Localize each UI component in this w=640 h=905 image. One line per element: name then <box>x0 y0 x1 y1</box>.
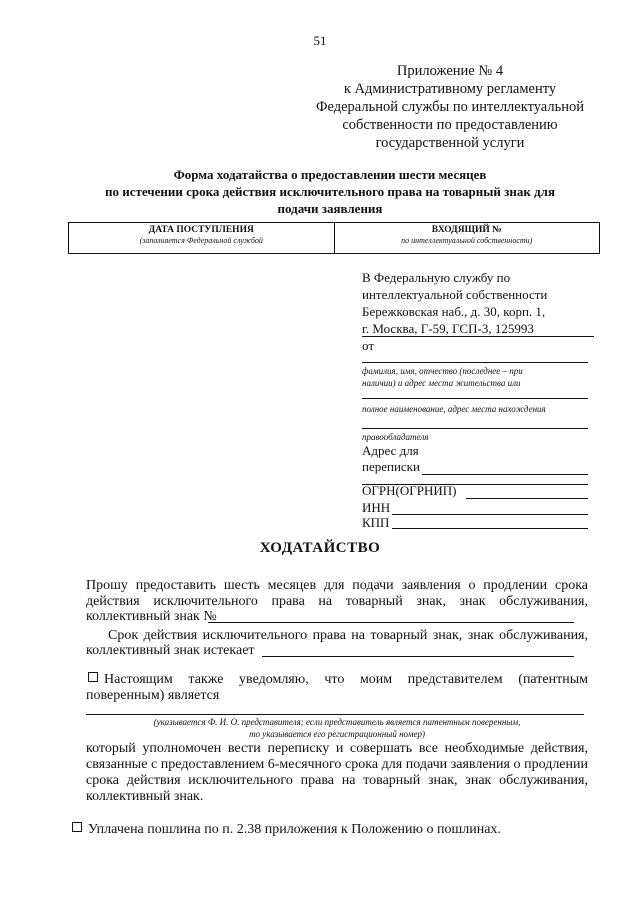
addressee-line-1: В Федеральную службу по <box>362 270 511 285</box>
ogrn-field[interactable] <box>466 498 588 499</box>
addressee-line-4: г. Москва, Г-59, ГСП-3, 125993 <box>362 321 534 336</box>
addressee-underline <box>362 336 594 337</box>
appendix-line-4: собственности по предоставлению <box>342 117 558 133</box>
page-number: 51 <box>313 33 327 48</box>
expiry-date-field[interactable] <box>262 656 574 657</box>
correspondence-label-2: переписки <box>362 459 420 474</box>
p4-line-4: коллективный знак. <box>86 789 204 804</box>
correspondence-label: Адрес для <box>362 443 419 458</box>
applicant-note-3: правообладателя <box>362 432 429 442</box>
appendix-line-5: государственной услуги <box>375 135 525 151</box>
kpp-field[interactable] <box>392 528 588 529</box>
applicant-note-1a: фамилия, имя, отчество (последнее – при <box>362 366 523 376</box>
applicant-address-field[interactable] <box>362 398 588 399</box>
p3-line-2: поверенным) является <box>86 688 220 703</box>
p1-line-2: действия исключительного права на товарный знак, знак обслуживания, <box>86 594 588 609</box>
p3-line-1 <box>88 672 588 688</box>
receipt-date-note: (заполняется Федеральной службой <box>139 236 263 245</box>
mark-number-field[interactable] <box>208 622 574 623</box>
representative-checkbox[interactable] <box>88 672 98 682</box>
fee-line <box>72 822 592 838</box>
representative-field[interactable] <box>86 714 584 715</box>
addressee-line-2: интеллектуальной собственности <box>362 287 548 302</box>
receipt-date-cell[interactable] <box>69 223 334 253</box>
form-title-line-3: подачи заявления <box>277 201 383 216</box>
appendix-line-2: к Административному регламенту <box>343 81 557 97</box>
fee-checkbox[interactable] <box>72 822 82 832</box>
applicant-location-field[interactable] <box>362 428 588 429</box>
ogrn-label: ОГРН(ОГРНИП) <box>362 483 457 498</box>
p1-line-1: Прошу предоставить шесть месяцев для подачи заявления о продлении срока <box>86 578 588 593</box>
applicant-note-1b: наличии) и адрес места жительства или <box>362 378 521 388</box>
appendix-line-1: Приложение № 4 <box>396 63 504 79</box>
addressee-line-3: Бережковская наб., д. 30, корп. 1, <box>362 304 546 319</box>
petition-heading: ХОДАТАЙСТВО <box>259 540 381 556</box>
incoming-number-cell[interactable] <box>334 223 600 253</box>
applicant-note-2: полное наименование, адрес места нахождения <box>362 404 546 414</box>
kpp-label: КПП <box>362 515 390 530</box>
fee-text: Уплачена пошлина по п. 2.38 приложения к Положению о пошлинах. <box>88 822 501 837</box>
p4-line-2: связанные с предоставлением 6-месячного срока для подачи заявления о продлении <box>86 757 588 772</box>
p1-line-3: коллективный знак № <box>86 609 217 624</box>
applicant-name-field[interactable] <box>362 362 588 363</box>
incoming-number-note: по интеллектуальной собственности) <box>401 236 533 245</box>
form-title-line-2: по истечении срока действия исключительного права на товарный знак для <box>104 184 556 199</box>
rep-note-line-2: то указывается его регистрационный номер) <box>249 729 425 739</box>
p4-line-1: который уполномочен вести переписку и совершать все необходимые действия, <box>86 741 588 756</box>
inn-field[interactable] <box>392 514 588 515</box>
from-label: от <box>362 338 375 353</box>
rep-note-line-1: (указывается Ф. И. О. представителя; если представитель является патентным поверенным, <box>153 717 521 727</box>
form-title-line-1: Форма ходатайства о предоставлении шести месяцев <box>173 167 487 182</box>
p4-line-3: срока действия исключительного права на товарный знак, знак обслуживания, <box>86 773 588 788</box>
incoming-number-label: ВХОДЯЩИЙ № <box>431 225 502 235</box>
inn-label: ИНН <box>362 500 391 515</box>
p3-line-1-text: Настоящим также уведомляю, что моим представителем (патентным <box>104 672 588 687</box>
header-table <box>68 222 600 254</box>
receipt-date-label: ДАТА ПОСТУПЛЕНИЯ <box>148 225 254 235</box>
p2-line-1: Срок действия исключительного права на товарный знак, знак обслуживания, <box>108 628 588 643</box>
p2-line-2: коллективный знак истекает <box>86 643 255 658</box>
correspondence-address-field[interactable] <box>422 474 588 475</box>
appendix-line-3: Федеральной службы по интеллектуальной <box>316 99 584 115</box>
